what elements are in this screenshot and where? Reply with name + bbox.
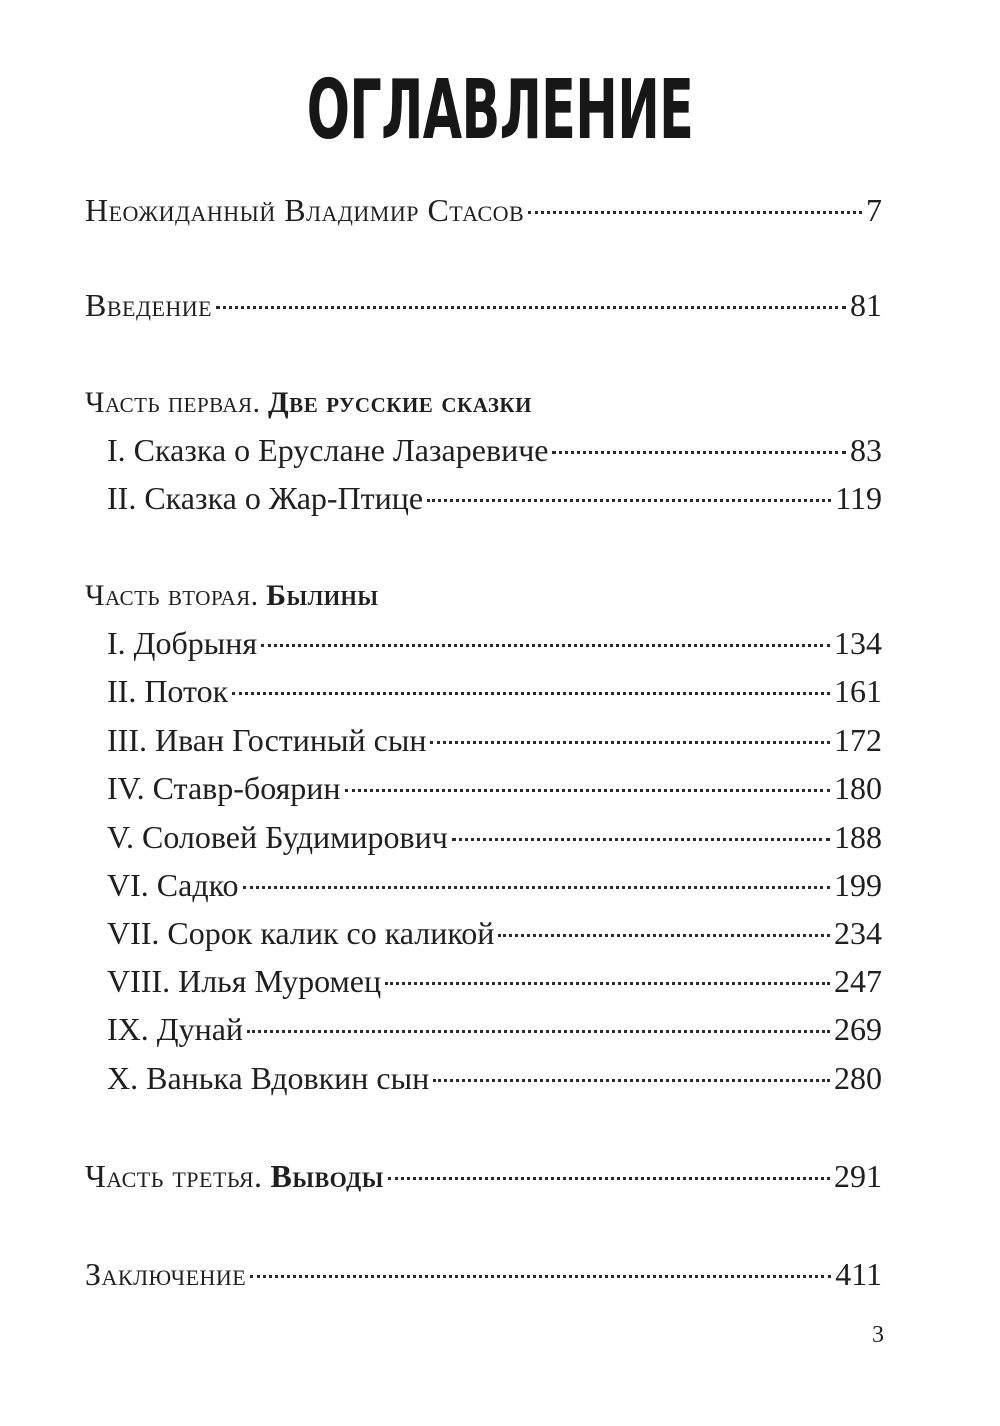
toc-entry-page: 83 (850, 432, 882, 468)
toc-entry-page: 81 (850, 287, 882, 323)
toc-entry-label: III. Иван Гостиный сын (107, 722, 427, 758)
dot-leader (247, 1030, 830, 1033)
toc-entry-page: 199 (834, 867, 882, 903)
dot-leader (427, 499, 831, 502)
toc-entry-page: 411 (835, 1256, 882, 1292)
toc-entry[interactable] (107, 1007, 882, 1051)
toc-entry[interactable] (107, 718, 882, 762)
toc-entry-page: 172 (834, 722, 882, 758)
toc-entry-page: 234 (834, 915, 882, 951)
toc-entry-label: VIII. Илья Муромец (107, 963, 382, 999)
toc-entry-intro-article[interactable] (85, 188, 882, 232)
dot-leader (250, 1275, 831, 1278)
toc-entry-label: VII. Сорок калик со каликой (107, 915, 495, 951)
page-title: ОГЛАВЛЕНИЕ (306, 63, 694, 158)
toc-entry-label: II. Сказка о Жар-Птице (107, 480, 424, 516)
part-prefix: Часть третья. (85, 1158, 263, 1194)
toc-entry-label: V. Соловей Будимирович (107, 819, 448, 855)
dot-leader (232, 692, 830, 695)
part-prefix: Часть вторая. (85, 579, 259, 612)
dot-leader (498, 934, 830, 937)
toc-entry[interactable] (107, 1056, 882, 1100)
part-heading-2 (85, 574, 379, 618)
toc-entry[interactable] (107, 669, 882, 713)
toc-entry-label: IX. Дунай (107, 1011, 244, 1047)
dot-leader (452, 838, 830, 841)
toc-entry-label: X. Ванька Вдовкин сын (107, 1060, 430, 1096)
toc-entry-label: Введение (85, 287, 213, 323)
toc-entry[interactable] (107, 863, 882, 907)
toc-entry-conclusion[interactable] (85, 1252, 882, 1296)
toc-entry-page: 134 (834, 625, 882, 661)
toc-entry[interactable] (107, 428, 882, 472)
dot-leader (243, 886, 830, 889)
dot-leader (345, 789, 830, 792)
dot-leader (385, 982, 830, 985)
page-number: 3 (872, 1322, 884, 1348)
dot-leader (216, 306, 846, 309)
toc-entry-page: 269 (834, 1011, 882, 1047)
part-name: Две русские сказки (268, 386, 532, 419)
dot-leader (528, 211, 862, 214)
toc-entry-introduction[interactable] (85, 283, 882, 327)
part-name: Выводы (270, 1158, 384, 1194)
dot-leader (261, 644, 830, 647)
part-name: Былины (266, 579, 379, 612)
toc-entry-label: Заключение (85, 1256, 247, 1292)
toc-entry-label: VI. Садко (107, 867, 239, 903)
toc-entry[interactable] (107, 476, 882, 520)
toc-entry-page: 180 (834, 770, 882, 806)
toc-entry-page: 247 (834, 963, 882, 999)
toc-entry-page: 280 (834, 1060, 882, 1096)
dot-leader (430, 741, 830, 744)
toc-entry-page: 119 (835, 480, 882, 516)
toc-entry[interactable] (107, 815, 882, 859)
toc-entry-page: 7 (866, 192, 882, 228)
toc-entry[interactable] (107, 911, 882, 955)
toc-entry[interactable] (107, 766, 882, 810)
toc-entry-label: Неожиданный Владимир Стасов (85, 192, 525, 228)
part-prefix: Часть первая. (85, 386, 261, 419)
dot-leader (433, 1079, 830, 1082)
toc-entry-label: I. Сказка о Еруслане Лазаревиче (107, 432, 549, 468)
toc-entry-label: II. Поток (107, 673, 229, 709)
toc-entry-page: 291 (834, 1158, 882, 1194)
dot-leader (388, 1177, 830, 1180)
toc-entry-label: I. Добрыня (107, 625, 258, 661)
toc-entry-label: IV. Ставр-боярин (107, 770, 341, 806)
toc-entry-part-3[interactable] (85, 1154, 882, 1198)
part-heading-1 (85, 381, 532, 425)
toc-entry-page: 188 (834, 819, 882, 855)
dot-leader (552, 451, 846, 454)
toc-entry[interactable] (107, 621, 882, 665)
toc-entry[interactable] (107, 959, 882, 1003)
toc-entry-label (85, 1154, 384, 1198)
toc-entry-page: 161 (834, 673, 882, 709)
